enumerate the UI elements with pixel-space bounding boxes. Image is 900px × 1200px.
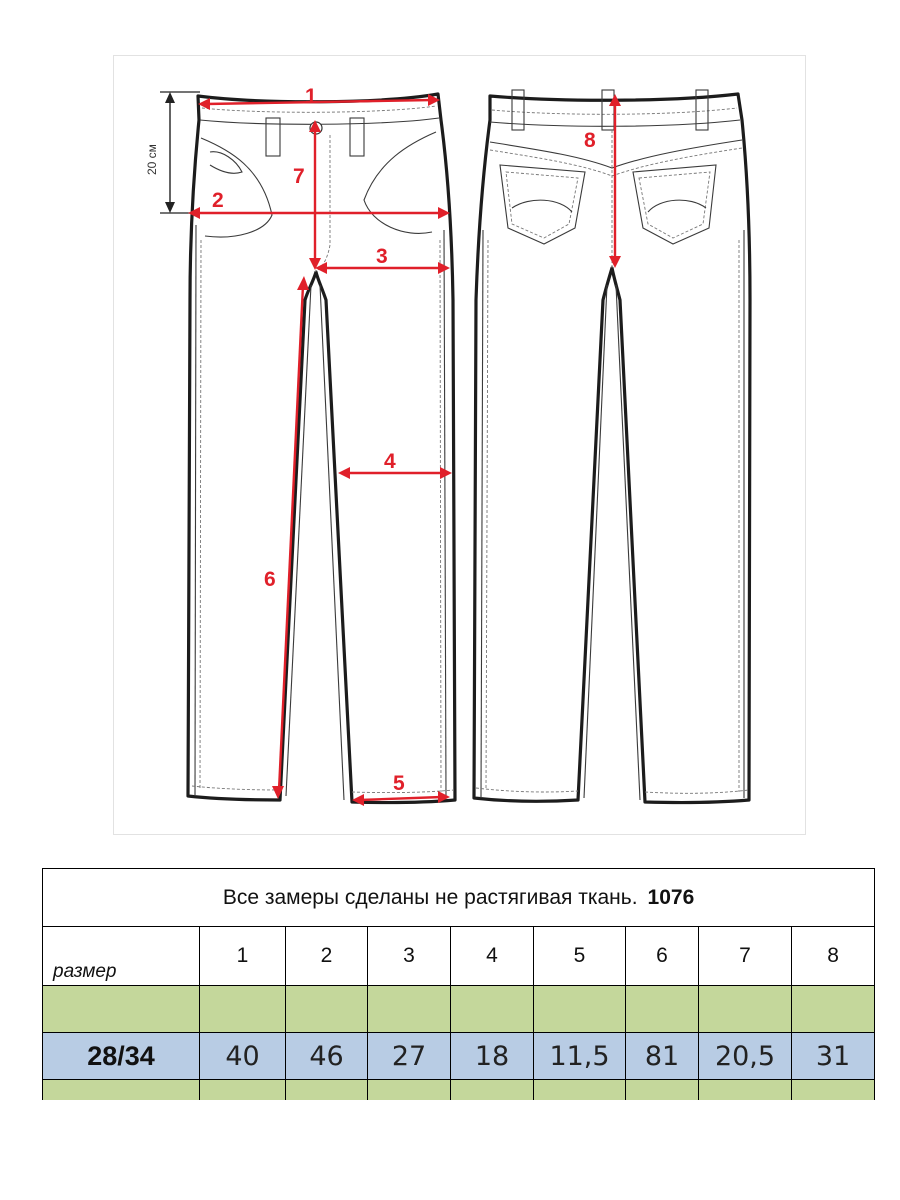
product-code: 1076 — [647, 885, 695, 909]
measure-label-8: 8 — [584, 129, 596, 152]
table-row-empty — [43, 986, 875, 1033]
measure-label-3: 3 — [376, 245, 388, 268]
front-pants — [188, 94, 455, 803]
column-header: 7 — [699, 927, 792, 986]
column-header: 4 — [451, 927, 534, 986]
measure-label-7: 7 — [293, 165, 305, 188]
column-header: 3 — [368, 927, 451, 986]
caption-text: Все замеры сделаны не растягивая ткань. — [222, 885, 638, 909]
size-header-cell — [43, 927, 200, 986]
table-cell: 46 — [286, 1033, 368, 1080]
table-cell: 31 — [792, 1033, 875, 1080]
measure-label-5: 5 — [393, 772, 405, 795]
dimension-label: 20 см — [145, 144, 159, 175]
column-header: 6 — [626, 927, 699, 986]
back-pants — [474, 90, 750, 803]
column-header: 2 — [286, 927, 368, 986]
measure-label-6: 6 — [264, 568, 276, 591]
measure-label-4: 4 — [384, 450, 396, 473]
measure-label-1: 1 — [305, 85, 317, 108]
table-cell: 27 — [368, 1033, 451, 1080]
table-caption — [43, 869, 875, 927]
table-cell: 40 — [200, 1033, 286, 1080]
table-cell: 11,5 — [534, 1033, 626, 1080]
table-row-empty — [43, 1080, 875, 1101]
table-row — [43, 1033, 875, 1080]
size-value: 28/34 — [43, 1033, 200, 1080]
size-table — [42, 868, 875, 1100]
table-cell: 20,5 — [699, 1033, 792, 1080]
column-header: 8 — [792, 927, 875, 986]
column-header: 5 — [534, 927, 626, 986]
size-header: размер — [53, 961, 117, 982]
column-header: 1 — [200, 927, 286, 986]
measure-label-2: 2 — [212, 189, 224, 212]
table-cell: 81 — [626, 1033, 699, 1080]
table-cell: 18 — [451, 1033, 534, 1080]
